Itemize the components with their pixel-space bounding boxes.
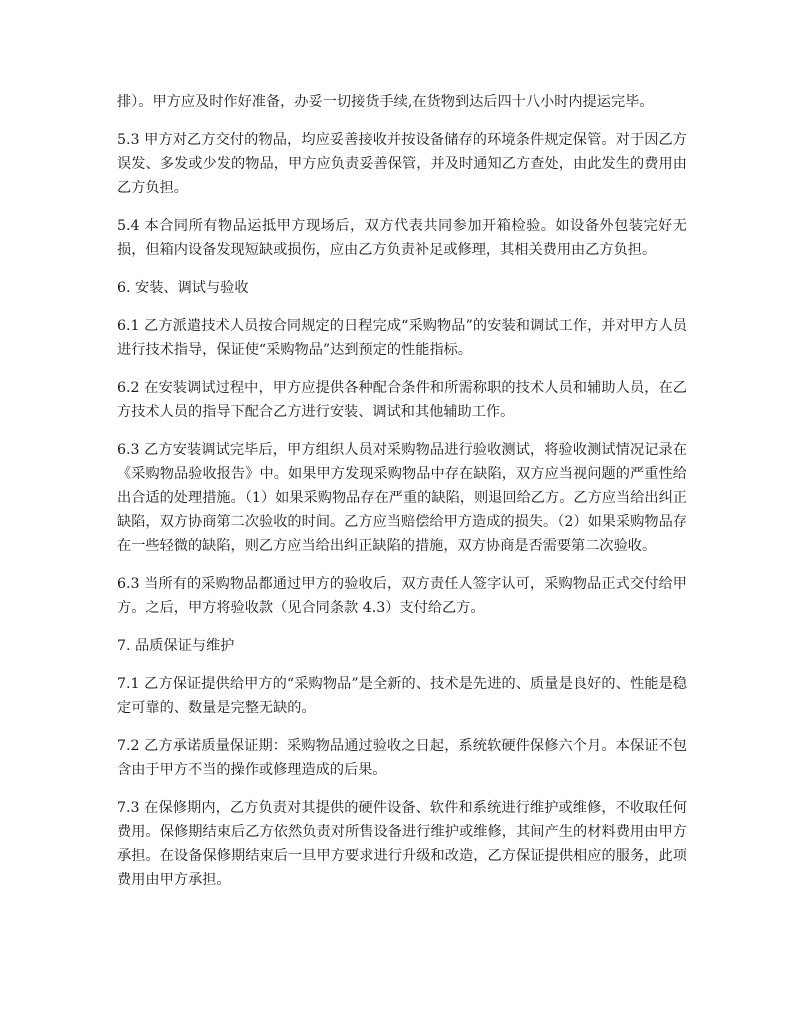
paragraph-6-3-acceptance-test: 6.3 乙方安装调试完毕后，甲方组织人员对采购物品进行验收测试，将验收测试情况记录在《采购物品验收报告》中。如果甲方发现采购物品中存在缺陷，双方应当视问题的严重性给出合适的处理措施。（1）如果采购物品存在严重的缺陷，则退回给乙方。乙方应当给出纠正缺陷，双方协商第二次验收的时间。乙方应当赔偿给甲方造成的损失。（2）如果采购物品存在一些轻微的缺陷，则乙方应当给出纠正缺陷的措施，双方协商是否需要第二次验收。 (117, 442, 687, 554)
paragraph-6-1: 6.1 乙方派遣技术人员按合同规定的日程完成“采购物品”的安装和调试工作，并对甲方人员进行技术指导，保证使“采购物品”达到预定的性能指标。 (117, 318, 687, 358)
paragraph-5-4: 5.4 本合同所有物品运抵甲方现场后，双方代表共同参加开箱检验。如设备外包装完好无损，但箱内设备发现短缺或损伤，应由乙方负责补足或修理，其相关费用由乙方负担。 (117, 218, 687, 258)
paragraph-6-3-delivery: 6.3 当所有的采购物品都通过甲方的验收后，双方责任人签字认可，采购物品正式交付给甲方。之后，甲方将验收款（见合同条款 4.3）支付给乙方。 (117, 576, 687, 616)
paragraph-6-2: 6.2 在安装调试过程中，甲方应提供各种配合条件和所需称职的技术人员和辅助人员，在乙方技术人员的指导下配合乙方进行安装、调试和其他辅助工作。 (117, 380, 687, 420)
paragraph-7-3: 7.3 在保修期内，乙方负责对其提供的硬件设备、软件和系统进行维护或维修，不收取任何费用。保修期结束后乙方依然负责对所售设备进行维护或维修，其间产生的材料费用由甲方承担。在设备保修期结束后一旦甲方要求进行升级和改造，乙方保证提供相应的服务，此项费用由甲方承担。 (117, 800, 687, 888)
paragraph-7-2: 7.2 乙方承诺质量保证期：采购物品通过验收之日起，系统软硬件保修六个月。本保证不包含由于甲方不当的操作或修理造成的后果。 (117, 738, 687, 778)
section-heading-6: 6. 安装、调试与验收 (117, 280, 249, 296)
document-body (117, 90, 687, 906)
paragraph-delivery-completion: 排）。甲方应及时作好准备，办妥一切接货手续,在货物到达后四十八小时内提运完毕。 (117, 94, 654, 110)
section-heading-7: 7. 品质保证与维护 (117, 638, 235, 654)
paragraph-7-1: 7.1 乙方保证提供给甲方的“采购物品”是全新的、技术是先进的、质量是良好的、性能是稳定可靠的、数量是完整无缺的。 (117, 676, 687, 716)
paragraph-5-3: 5.3 甲方对乙方交付的物品，均应妥善接收并按设备储存的环境条件规定保管。对于因乙方误发、多发或少发的物品，甲方应负责妥善保管，并及时通知乙方查处，由此发生的费用由乙方负担。 (117, 132, 687, 196)
